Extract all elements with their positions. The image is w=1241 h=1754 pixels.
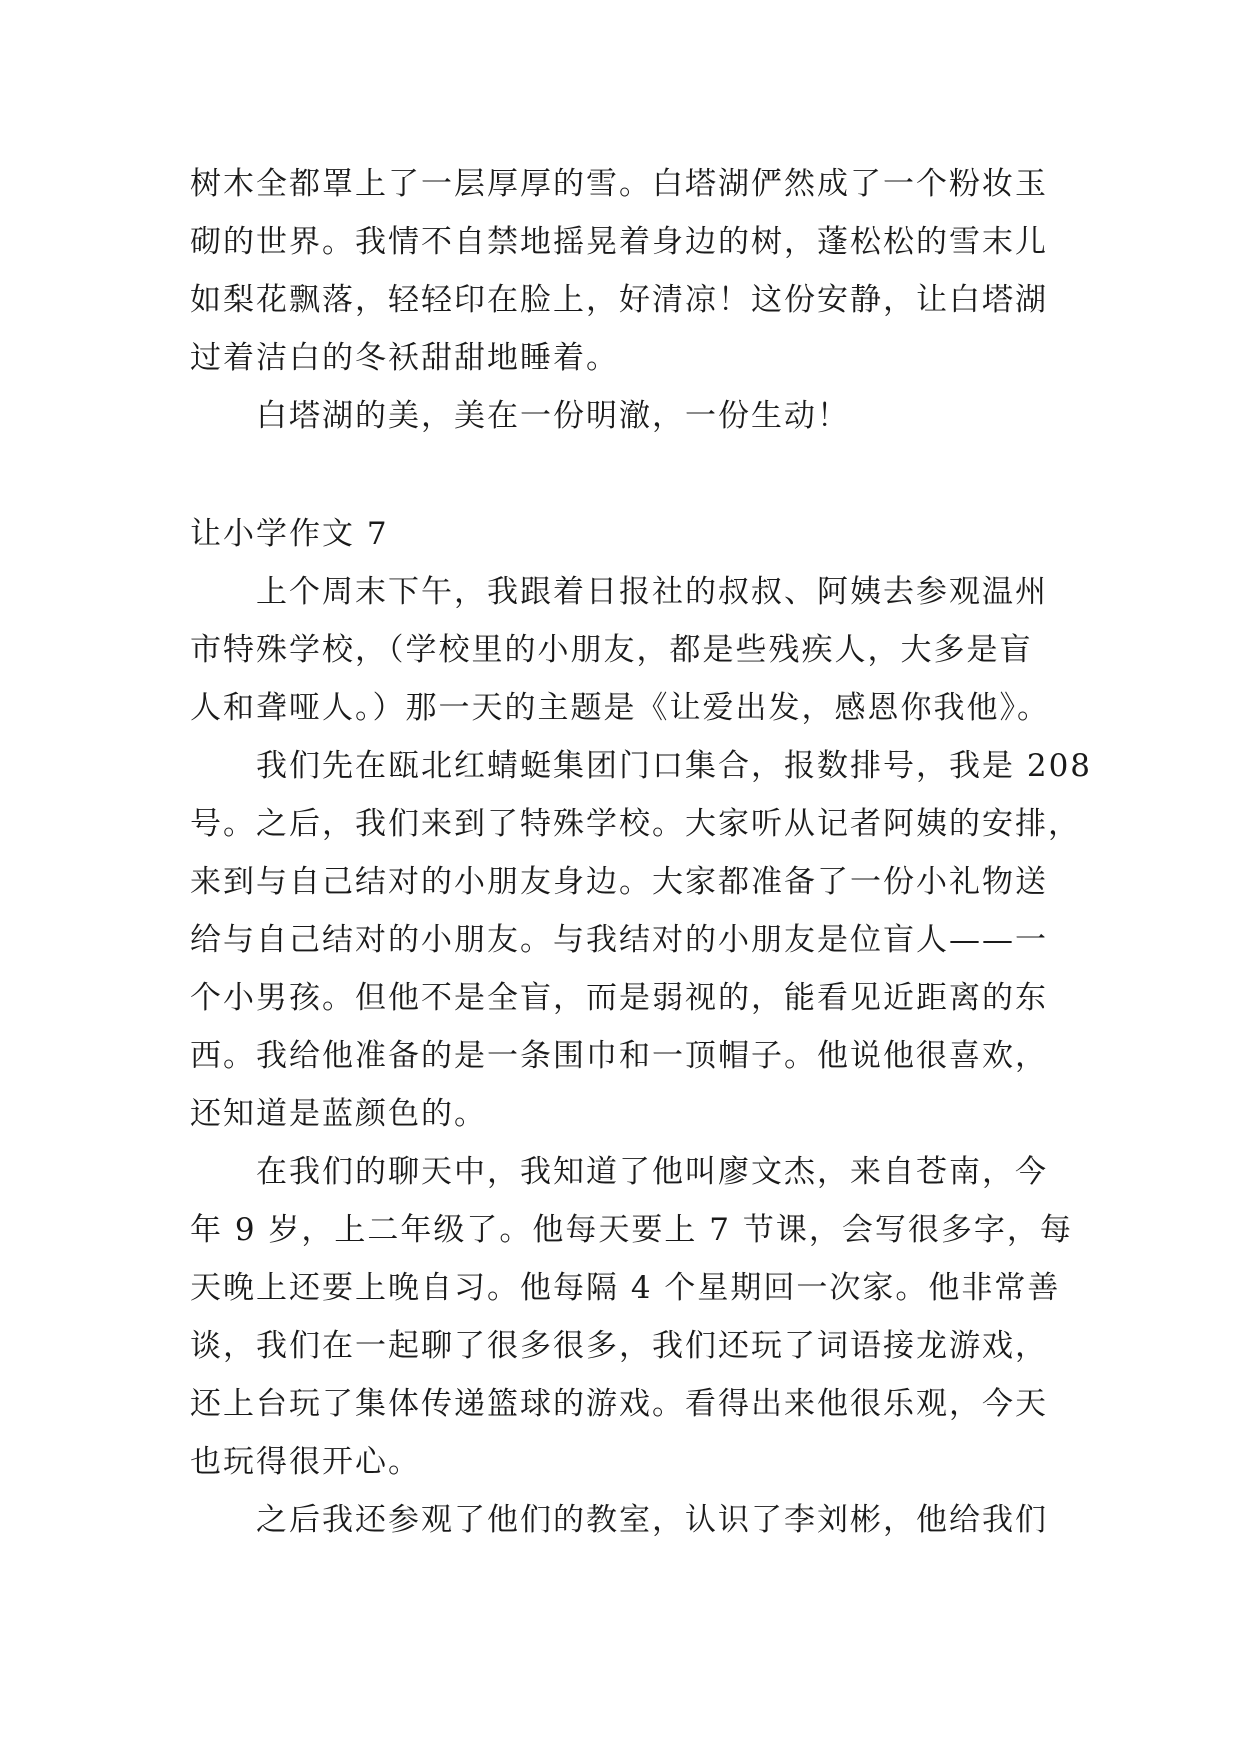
section-title: 让小学作文 7 — [190, 516, 389, 552]
paragraph-2 — [190, 737, 1093, 1143]
text-line: 人和聋哑人。）那一天的主题是《让爱出发，感恩你我他》。 — [190, 690, 1050, 726]
text-line: 西。我给他准备的是一条围巾和一顶帽子。他说他很喜欢， — [190, 1038, 1048, 1074]
text-line: 之后我还参观了他们的教室，认识了李刘彬，他给我们 — [256, 1502, 1048, 1538]
paragraph-closing — [190, 387, 1060, 445]
text-line: 号。之后，我们来到了特殊学校。大家听从记者阿姨的安排， — [190, 806, 1081, 842]
text-line: 还上台玩了集体传递篮球的游戏。看得出来他很乐观，今天 — [190, 1386, 1048, 1422]
paragraph-4 — [190, 1491, 1060, 1549]
text-line: 市特殊学校，（学校里的小朋友，都是些残疾人，大多是盲 — [190, 632, 1033, 668]
text-line: 个小男孩。但他不是全盲，而是弱视的，能看见近距离的东 — [190, 980, 1048, 1016]
paragraph-continued — [190, 155, 1060, 387]
text-line: 天晚上还要上晚自习。他每隔 4 个星期回一次家。他非常善 — [190, 1270, 1061, 1306]
text-line: 如梨花飘落，轻轻印在脸上，好清凉！这份安静，让白塔湖 — [190, 282, 1048, 318]
text-line: 白塔湖的美，美在一份明澈，一份生动！ — [256, 398, 850, 434]
text-line: 砌的世界。我情不自禁地摇晃着身边的树，蓬松松的雪末儿 — [190, 224, 1048, 260]
essay-body — [190, 155, 1093, 1549]
text-line: 年 9 岁，上二年级了。他每天要上 7 节课，会写很多字，每 — [190, 1212, 1073, 1248]
paragraph-1 — [190, 563, 1060, 737]
paragraph-3 — [190, 1143, 1073, 1491]
text-line: 我们先在瓯北红蜻蜓集团门口集合，报数排号，我是 208 — [256, 748, 1093, 784]
text-line: 给与自己结对的小朋友。与我结对的小朋友是位盲人——一 — [190, 922, 1048, 958]
text-line: 也玩得很开心。 — [190, 1444, 421, 1480]
text-line: 还知道是蓝颜色的。 — [190, 1096, 487, 1132]
text-line: 来到与自己结对的小朋友身边。大家都准备了一份小礼物送 — [190, 864, 1048, 900]
section-spacer — [190, 445, 1060, 505]
text-line: 过着洁白的冬袄甜甜地睡着。 — [190, 340, 619, 376]
text-line: 上个周末下午，我跟着日报社的叔叔、阿姨去参观温州 — [256, 574, 1048, 610]
text-line: 谈，我们在一起聊了很多很多，我们还玩了词语接龙游戏， — [190, 1328, 1048, 1364]
text-line: 树木全都罩上了一层厚厚的雪。白塔湖俨然成了一个粉妆玉 — [190, 166, 1048, 202]
text-line: 在我们的聊天中，我知道了他叫廖文杰，来自苍南，今 — [256, 1154, 1048, 1190]
